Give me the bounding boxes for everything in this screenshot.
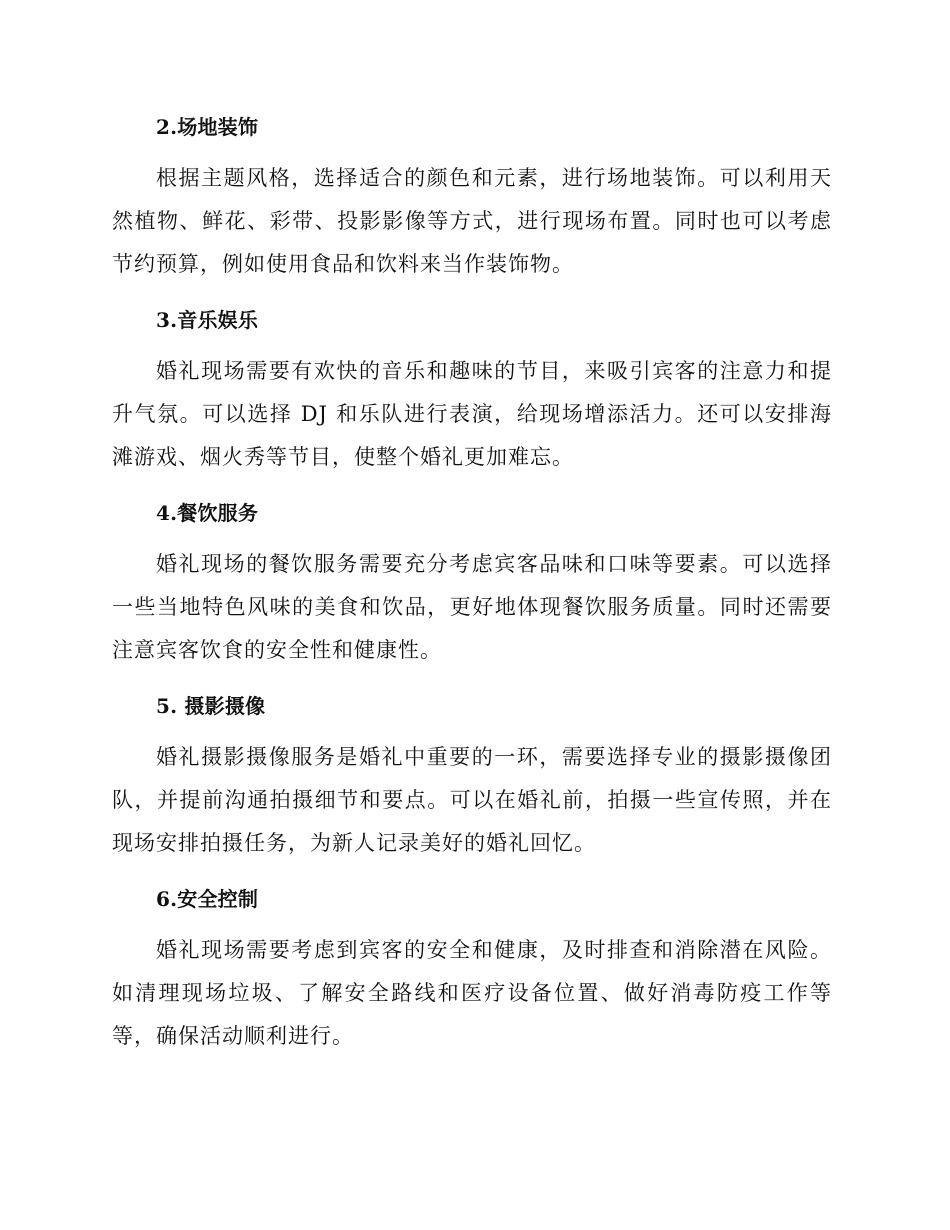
document-body: [112, 109, 832, 1074]
section-heading: 4.餐饮服务: [156, 501, 259, 525]
section-catering-service: [112, 495, 832, 672]
section-venue-decoration: [112, 109, 832, 286]
section-photography-video: [112, 688, 832, 865]
section-paragraph: 婚礼现场需要考虑到宾客的安全和健康，及时排查和消除潜在风险。如清理现场垃圾、了解安全路线和医疗设备位置、做好消毒防疫工作等等，确保活动顺利进行。: [112, 938, 832, 1048]
section-paragraph: 婚礼现场的餐饮服务需要充分考虑宾客品味和口味等要素。可以选择一些当地特色风味的美食和饮品，更好地体现餐饮服务质量。同时还需要注意宾客饮食的安全性和健康性。: [112, 552, 832, 662]
section-music-entertainment: [112, 302, 832, 479]
section-heading: 2.场地装饰: [156, 115, 259, 139]
section-heading: 3.音乐娱乐: [156, 308, 259, 332]
section-heading: 5. 摄影摄像: [156, 694, 266, 718]
section-safety-control: [112, 881, 832, 1058]
section-paragraph: 婚礼现场需要有欢快的音乐和趣味的节目，来吸引宾客的注意力和提升气氛。可以选择 DJ 和乐队进行表演，给现场增添活力。还可以安排海滩游戏、烟火秀等节目，使整个婚礼更加难忘。: [112, 359, 832, 469]
section-paragraph: 根据主题风格，选择适合的颜色和元素，进行场地装饰。可以利用天然植物、鲜花、彩带、投影影像等方式，进行现场布置。同时也可以考虑节约预算，例如使用食品和饮料来当作装饰物。: [112, 166, 832, 276]
section-heading: 6.安全控制: [156, 887, 259, 911]
section-paragraph: 婚礼摄影摄像服务是婚礼中重要的一环，需要选择专业的摄影摄像团队，并提前沟通拍摄细节和要点。可以在婚礼前，拍摄一些宣传照，并在现场安排拍摄任务，为新人记录美好的婚礼回忆。: [112, 745, 832, 855]
